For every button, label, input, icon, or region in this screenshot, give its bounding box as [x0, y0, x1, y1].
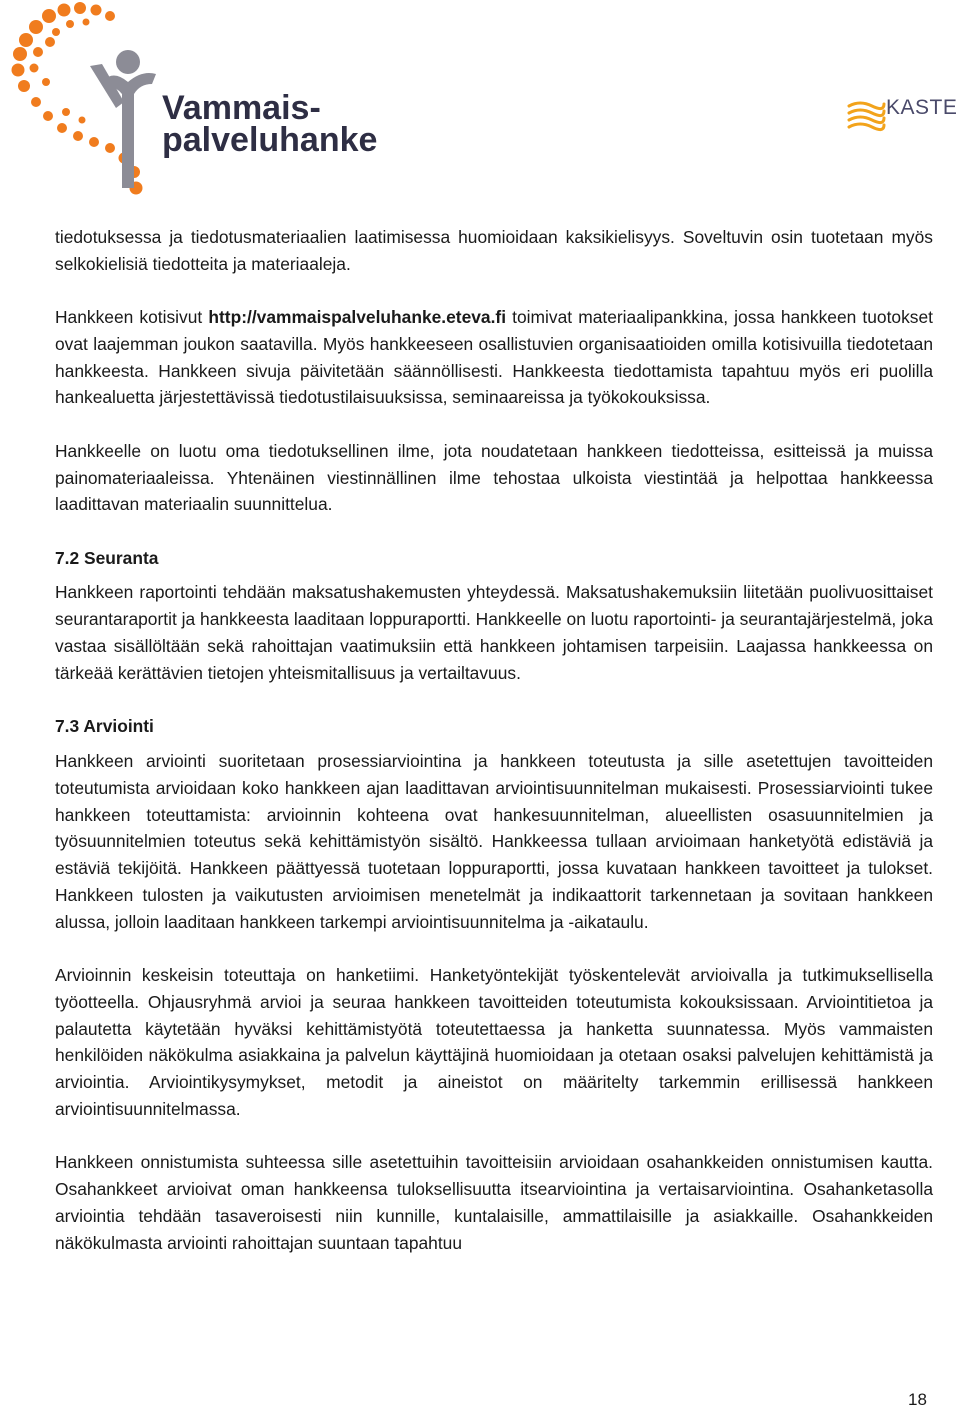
paragraph-3: Hankkeelle on luotu oma tiedotuksellinen ilme, jota noudatetaan hankkeen tiedotteissa, esitteissä ja muissa painomateriaaleissa. Yhtenäinen viestinnällinen ilme tehostaa ulkoista viestintää ja helpottaa hankkeessa laadittavan materiaalin suunnittelua.	[55, 440, 933, 515]
vammaispalveluhanke-logo-icon	[6, 2, 166, 200]
logo-line-1: Vammais-	[162, 89, 321, 127]
paragraph-5: Hankkeen arviointi suoritetaan prosessiarviointina ja hankkeen toteutusta ja sille asetettujen tavoitteiden toteutumista arvioidaan koko hankkeen ajan laadittavan arviointisuunnitelman mukaisesti. Prosessiarviointi tukee hankkeen toteuttamista: arvioinnin kohteena ovat hankesuunnitelman, alueellisten osasuunnitelmien ja työsuunnitelmien toteutus sekä kehittämistyön sisältö. Hankkeessa tullaan arvioimaan hanketyötä edistäviä ja estäviä tekijöitä. Hankkeen päättyessä tuotetaan loppuraportti, jossa kuvataan hankkeen tavoitteet ja tulokset. Hankkeen tulosten ja vaikutusten arvioimisen menetelmät ja indikaattorit tarkennetaan ja sovitaan hankkeen alussa, jolloin laaditaan hankkeen tarkempi arviointisuunnitelma ja -aikataulu.	[55, 750, 933, 932]
paragraph-6: Arvioinnin keskeisin toteuttaja on hanketiimi. Hanketyöntekijät työskentelevät arvioivalla ja tutkimuksellisella työotteella. Ohjausryhmä arvioi ja seuraa hankkeen tavoitteiden toteutumista kokouksissaan. Arviointitietoa ja palautetta käytetään hyväksi kehittämistyötä toteutettaessa ja hanketta suunnatessa. Myös vammaisten henkilöiden näkökulma asiakkaina ja palvelun käyttäjinä huomioidaan ja otetaan osaksi palvelujen kehittämistä ja arviointia. Arviointikysymykset, metodit ja aineistot on määritelty tarkemmin erillisessä hankkeen arviointisuunnitelmassa.	[55, 965, 933, 1120]
paragraph-7: Hankkeen onnistumista suhteessa sille asetettuihin tavoitteisiin arvioidaan osahankkeiden onnistumisen kautta. Osahankkeet arvioivat oman hankkeensa tuloksellisuutta itsearviointina ja vertaisarviointina. Osahanketasolla arviointia tehdään tasaveroisesti niin kunnille, kuntalaisille, ammattilaisille ja asiakkaille. Osahankkeiden näkökulmasta arviointi rahoittajan suuntaan tapahtuu	[55, 1152, 933, 1253]
paragraph-2	[55, 304, 933, 411]
paragraph-2-after: toimivat materiaalipankkina, jossa hankkeen tuotokset ovat laajemman joukon saatavilla. Myös hankkeeseen osallistuvien organisaatioiden omilla kotisivuilla tiedotetaan hankkeesta. Hankkeen sivuja päivitetään säännöllisesti. Hankkeesta tiedottamista tapahtuu myös eri puolilla hankealuetta järjestettävissä tiedotustilaisuuksissa, seminaareissa ja työkokouksissa.	[55, 307, 933, 408]
document-body	[55, 224, 933, 1283]
kaste-label: KASTE	[886, 96, 958, 119]
heading-7-3: 7.3 Arviointi	[55, 716, 154, 737]
paragraph-1: tiedotuksessa ja tiedotusmateriaalien laatimisessa huomioidaan kaksikielisyys. Soveltuvin osin tuotetaan myös selkokielisiä tiedotteita ja materiaaleja.	[55, 227, 933, 274]
page-header	[0, 0, 960, 205]
paragraph-4: Hankkeen raportointi tehdään maksatushakemusten yhteydessä. Maksatushakemuksiin liitetään puolivuosittaiset seurantaraportit ja hankkeesta laaditaan loppuraportti. Hankkeelle on luotu raportointi- ja seurantajärjestelmä, joka vastaa sisällöltään sekä rahoittajan vaatimuksiin että hankkeen johtamisen tarpeisiin. Laajassa hankkeessa on tärkeää kerättävien tietojen yhteismitallisuus ja vertailtavuus.	[55, 582, 933, 683]
page-number: 18	[908, 1390, 927, 1409]
logo-wordmark	[162, 89, 378, 159]
homepage-link[interactable]: http://vammaispalveluhanke.eteva.fi	[208, 307, 507, 328]
logo-line-2: palveluhanke	[162, 121, 378, 159]
paragraph-2-before: Hankkeen kotisivut	[55, 307, 209, 328]
heading-7-2: 7.2 Seuranta	[55, 547, 159, 568]
kaste-logo-icon	[846, 98, 886, 134]
